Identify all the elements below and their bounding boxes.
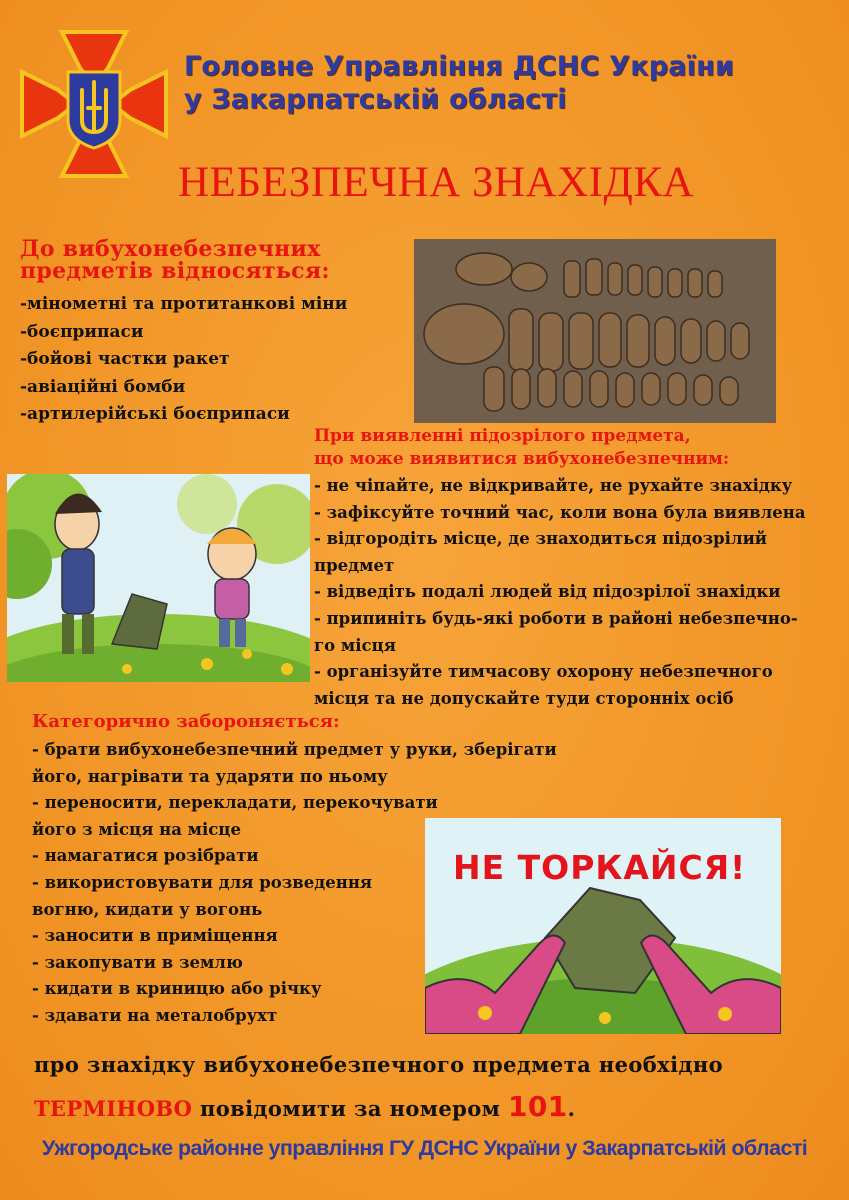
list-item: вогню, кидати у вогонь	[32, 899, 263, 919]
list-item: - відгородіть місце, де знаходиться підозрілий	[314, 529, 768, 549]
list-item: - не чіпайте, не відкривайте, не рухайте знахідку	[314, 476, 793, 495]
list-item: - заносити в приміщення	[32, 926, 278, 946]
list-item: - зафіксуйте точний час, коли вона була виявлена	[314, 502, 806, 522]
list-item: місця та не допускайте туди сторонніх осіб	[314, 688, 734, 708]
detection-list	[314, 473, 806, 712]
list-item: його, нагрівати та ударяти по ньому	[32, 766, 388, 786]
forbidden-heading: Категорично забороняється:	[32, 711, 340, 732]
explosives-list	[20, 291, 347, 429]
list-item: -боєприпаси	[20, 321, 144, 342]
detection-heading-line2: що може виявитися вибухонебезпечним:	[314, 449, 730, 469]
urgent-word: ТЕРМІНОВО	[34, 1096, 193, 1121]
munitions-photo	[414, 239, 776, 423]
list-item: його з місця на місце	[32, 819, 241, 839]
org-title-line2: у Закарпатській області	[184, 84, 567, 115]
list-item: предмет	[314, 555, 395, 575]
detection-heading-line1: При виявленні підозрілого предмета,	[314, 426, 691, 446]
call-line1: про знахідку вибухонебезпечного предмета необхідно	[34, 1052, 724, 1077]
list-item: го місця	[314, 635, 396, 655]
list-item: - використовувати для розведення	[32, 872, 373, 892]
list-item: -авіаційні бомби	[20, 376, 186, 397]
list-item: - здавати на металобрухт	[32, 1005, 278, 1025]
footer-org: Ужгородське районне управління ГУ ДСНС України у Закарпатській області	[41, 1136, 808, 1160]
call-line2	[34, 1090, 575, 1123]
list-item: -бойові частки ракет	[20, 349, 230, 369]
call-line2-text: повідомити за номером	[192, 1096, 509, 1121]
list-item: -мінометні та протитанкові міни	[20, 294, 348, 314]
list-item: - кидати в криницю або річку	[32, 979, 322, 999]
list-item: - брати вибухонебезпечний предмет у руки, зберігати	[32, 740, 557, 759]
list-item: - відведіть подалі людей від підозрілої знахідки	[314, 582, 781, 602]
org-title-line1: Головне Управління ДСНС України	[184, 51, 735, 82]
list-item: - закопувати в землю	[32, 952, 243, 972]
call-period: .	[567, 1096, 576, 1121]
list-item: - переносити, перекладати, перекочувати	[32, 793, 438, 813]
explosives-heading-line1: До вибухонебезпечних	[20, 236, 321, 262]
list-item: - намагатися розібрати	[32, 846, 259, 866]
dsns-emblem	[18, 28, 170, 180]
emergency-number: 101	[508, 1090, 568, 1123]
detection-heading	[314, 425, 729, 471]
explosives-heading-line2: предметів відносяться:	[20, 258, 330, 284]
dont-touch-sign-text: НЕ ТОРКАЙСЯ!	[453, 848, 747, 887]
emblem-shield	[68, 72, 120, 148]
page-title: НЕБЕЗПЕЧНА ЗНАХІДКА	[178, 159, 695, 206]
dont-touch-illustration	[425, 818, 781, 1034]
list-item: -артилерійські боєприпаси	[20, 404, 290, 424]
list-item: - припиніть будь-які роботи в районі небезпечно-	[314, 608, 798, 628]
list-item: - організуйте тимчасову охорону небезпечного	[314, 662, 773, 682]
explosives-heading	[20, 238, 330, 282]
kids-cartoon-illustration	[7, 474, 310, 682]
